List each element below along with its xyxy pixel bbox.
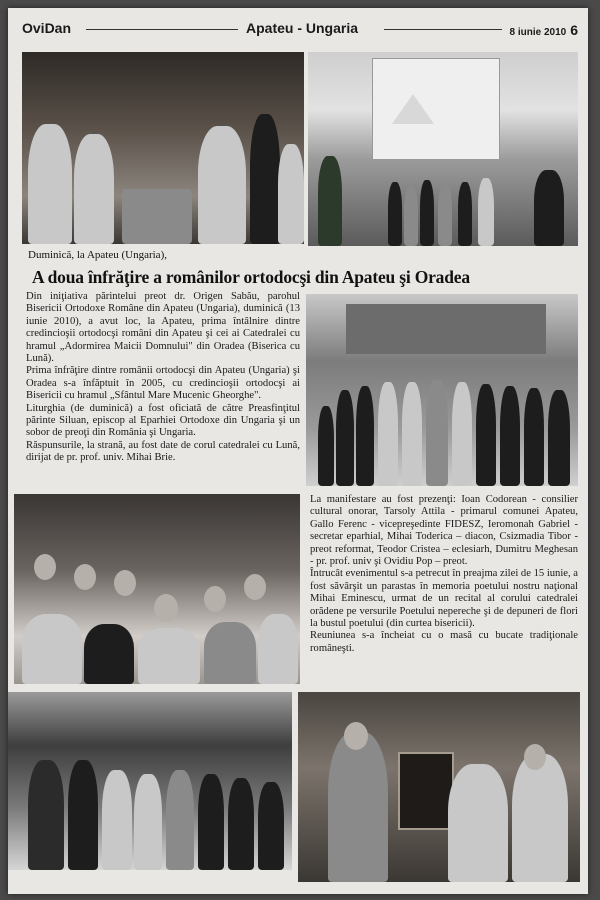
photo-clergy-outdoors xyxy=(8,692,292,870)
article-paragraph: Prima înfrăţire dintre românii ortodocşi din Apateu (Ungaria) şi Oradea s-a înfăptuit în 2005, cu credincioşii ortodocşi ai Bisericii cu hramul „Sfântul Mare Mucenic Gheorghe". xyxy=(26,365,300,402)
section-title: Apateu - Ungaria xyxy=(246,20,359,36)
article-paragraph: Reuniunea s-a încheiat cu o masă cu bucate tradiţionale româneşti. xyxy=(310,630,578,654)
article-column-right xyxy=(310,494,578,655)
article-title: A doua înfrăţire a românilor ortodocşi din Apateu şi Oradea xyxy=(32,267,470,287)
photo-congregation xyxy=(14,494,300,684)
photo-liturgy-altar xyxy=(22,52,304,244)
article-paragraph: Răspunsurile, la strană, au fost date de corul catedralei cu Lună, dirijat de pr. prof. univ. Mihai Brie. xyxy=(26,439,300,464)
newspaper-page xyxy=(8,8,588,894)
article-kicker: Duminică, la Apateu (Ungaria), xyxy=(28,249,167,261)
publication-name: OviDan xyxy=(22,20,72,36)
header-rule-left xyxy=(86,29,238,30)
photo-church-exterior xyxy=(308,52,578,246)
header-rule-right xyxy=(384,29,502,30)
issue-date: 8 iunie 2010 xyxy=(509,27,567,38)
issue-info xyxy=(510,22,579,38)
article-column-left xyxy=(26,291,300,465)
photo-icon-presentation xyxy=(298,692,580,882)
article-paragraph: La manifestare au fost prezenţi: Ioan Codorean - consilier cultural onorar, Tarsoly Attila - primarul comunei Apateu, Gallo Ferenc - vicepreşedinte FIDESZ, Ieromonah Gabriel - secretar eparhial, Mihai Toderica – diacon, Csizmadia Tibor - preot reformat, Teodor Cristea – eclesiarh, Dumitru Meghesan - pr. prof. univ şi Ovidiu Pop – preot. xyxy=(310,494,578,568)
page-number: 6 xyxy=(570,22,578,38)
article-paragraph: Din iniţiativa părintelui preot dr. Origen Sabău, parohul Bisericii Ortodoxe Române din Apateu (Ungaria), duminică (13 iunie 2010), a avut loc, la Apateu, prima întâlnire dintre credincioşii ortodocşi români din Apateu şi cei ai Catedralei cu hramul „Adormirea Maicii Domnului" din Oradea (Biserica cu Lună). xyxy=(26,291,300,365)
photo-group-clergy xyxy=(306,294,578,486)
page-header xyxy=(22,16,578,42)
article-paragraph: Întrucât evenimentul s-a petrecut în preajma zilei de 15 iunie, a fost săvârşit un parastas în memoria poetului nostru naţional Mihai Eminescu, urmat de un recital al corului catedralei orădene pe versurile Poetului nepereche şi de depuneri de flori la bustul poetului (din curtea bisericii). xyxy=(310,568,578,630)
article-paragraph: Liturghia (de duminică) a fost oficiată de către Preasfinţitul părinte Siluan, episcop al Eparhiei Ortodoxe din Ungaria şi un sobor de preoţi din România şi Ungaria. xyxy=(26,402,300,439)
